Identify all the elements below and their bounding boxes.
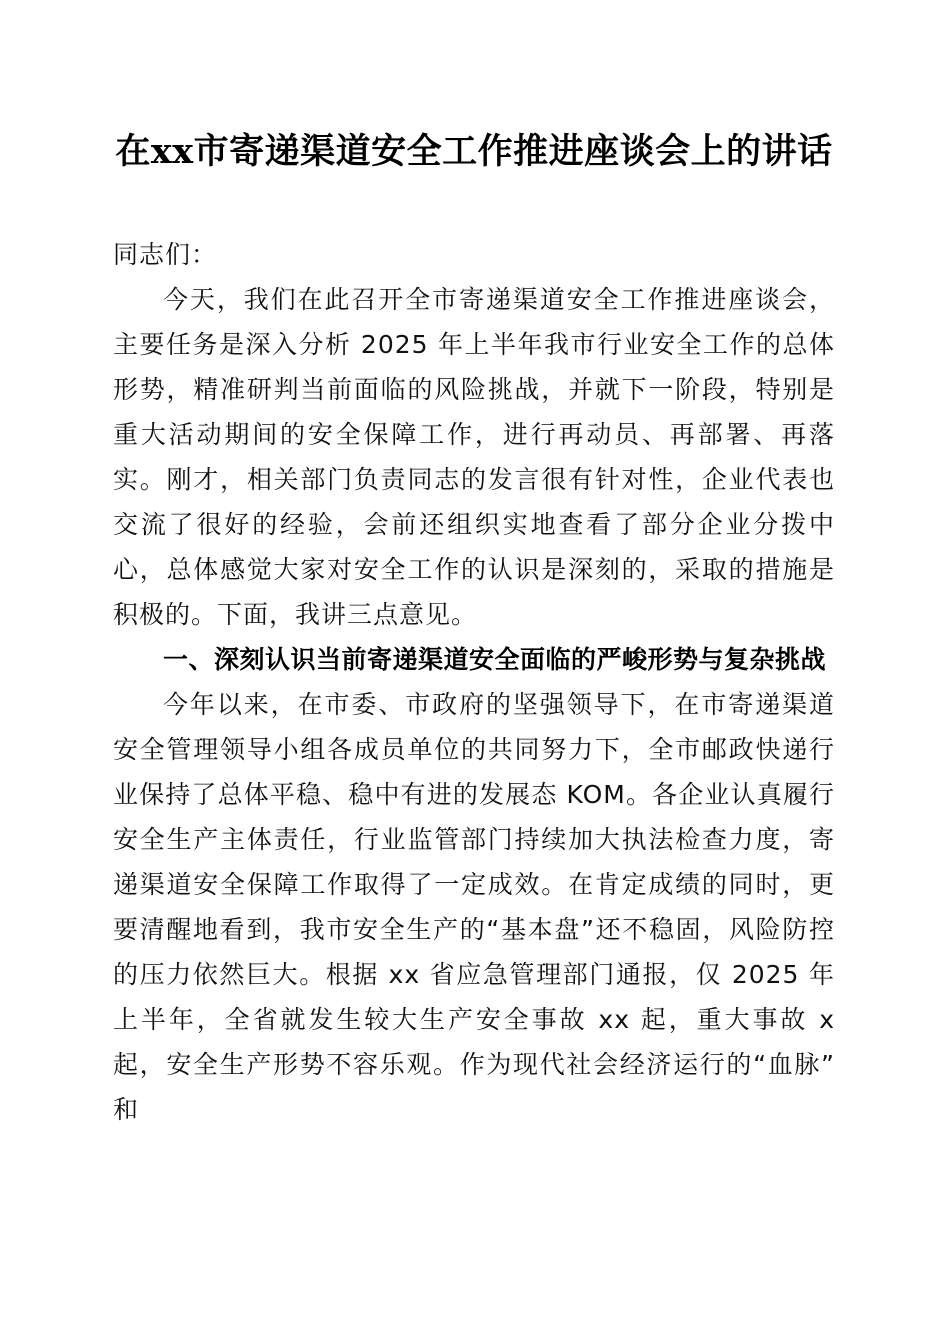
document-title: 在xx市寄递渠道安全工作推进座谈会上的讲话 — [115, 131, 833, 172]
salutation: 同志们： — [113, 240, 218, 269]
opening-paragraph: 今天，我们在此召开全市寄递渠道安全工作推进座谈会，主要任务是深入分析 2025 年上半年我市行业安全工作的总体形势，精准研判当前面临的风险挑战，并就下一阶段，特别是重大活动期间的安全保障工作，进行再动员、再部署、再落实。刚才，相关部门负责同志的发言很有针对性，企业代表也交流了很好的经验，会前还组织实地查看了部分企业分拨中心，总体感觉大家对安全工作的认识是深刻的，采取的措施是积极的。下面，我讲三点意见。 — [113, 285, 835, 629]
section-one-paragraph: 今年以来，在市委、市政府的坚强领导下，在市寄递渠道安全管理领导小组各成员单位的共同努力下，全市邮政快递行业保持了总体平稳、稳中有进的发展态 KOM。各企业认真履行安全生产主体责任，行业监管部门持续加大执法检查力度，寄递渠道安全保障工作取得了一定成效。在肯定成绩的同时，更要清醒地看到，我市安全生产的“基本盘”还不稳固，风险防控的压力依然巨大。根据 xx 省应急管理部门通报，仅 2025 年上半年，全省就发生较大生产安全事故 xx 起，重大事故 x 起，安全生产形势不容乐观。作为现代社会经济运行的“血脉”和 — [113, 690, 835, 1124]
section-heading-one: 一、深刻认识当前寄递渠道安全面临的严峻形势与复杂挑战 — [163, 645, 827, 674]
page-text-column — [113, 0, 835, 1132]
